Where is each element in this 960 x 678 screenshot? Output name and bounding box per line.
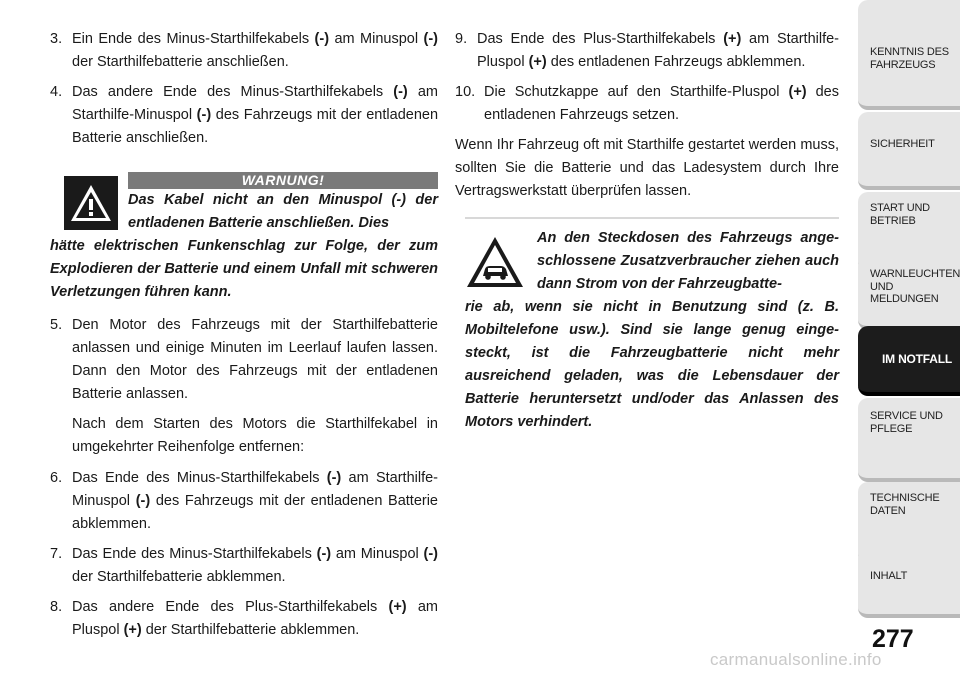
step-text xyxy=(484,81,839,127)
step-number: 6. xyxy=(50,470,63,486)
left-column xyxy=(50,28,438,649)
text-run: des Fahrzeugs mit der entladenen Batterie abklemmen. xyxy=(72,493,439,532)
step-number: 10. xyxy=(455,84,476,100)
step-text xyxy=(72,28,438,74)
polarity-sign: (-) xyxy=(196,107,212,123)
step-text xyxy=(72,596,438,642)
page-number: 277 xyxy=(872,625,914,653)
tab-technische-daten[interactable]: TECHNISCHE DATEN xyxy=(858,482,960,564)
text-run: am Starthilfe-Minuspol xyxy=(72,84,438,123)
step-7 xyxy=(50,543,438,589)
text-run: Das andere Ende des Minus-Starthilfekabels xyxy=(72,84,394,100)
step-text xyxy=(72,543,438,589)
step-6 xyxy=(50,467,438,536)
text-run: am Minuspol xyxy=(331,546,424,562)
text-run: am Starthilfe-Pluspol xyxy=(477,31,839,70)
polarity-sign: (-) xyxy=(135,493,151,509)
tab-inhalt[interactable]: INHALT xyxy=(858,548,960,618)
tab-im-notfall[interactable] xyxy=(858,326,960,396)
note-box xyxy=(455,217,839,434)
step-number: 4. xyxy=(50,84,63,100)
text-run: am Pluspol xyxy=(72,599,438,638)
step-number: 7. xyxy=(50,546,63,562)
tab-im-notfall-label: IM NOTFALL xyxy=(882,351,952,366)
step-number: 9. xyxy=(455,31,468,47)
step-number: 5. xyxy=(50,317,63,333)
step-text xyxy=(72,467,438,536)
step-8 xyxy=(50,596,438,642)
step-5-note: Nach dem Starten des Motors die Starthilfekabel in umgekehrter Reihenfolge entfernen: xyxy=(72,416,438,455)
warning-title: WARNUNG! xyxy=(128,172,438,189)
text-run: der Starthilfebatterie abklemmen. xyxy=(72,569,286,585)
note-text-first: An den Steckdosen des Fahrzeugs ange-schlossene Zusatzverbraucher ziehen auch dann Strom von der Fahrzeugbatte- xyxy=(537,230,839,292)
warning-text-first: Das Kabel nicht an den Minuspol (-) der entladenen Batterie anschließen. Dies xyxy=(128,192,438,231)
polarity-sign: (+) xyxy=(123,622,142,638)
step-9 xyxy=(455,28,839,74)
step-number: 3. xyxy=(50,31,63,47)
text-run: der Starthilfebatterie abklemmen. xyxy=(141,622,360,638)
text-run: Das Ende des Plus-Starthilfekabels xyxy=(477,31,724,47)
text-run: des Fahrzeugs mit der entladenen Batterie anschließen. xyxy=(72,107,439,146)
warning-text-rest: hätte elektrischen Funkenschlag zur Folge, der zum Explodieren der Batterie und einem Unfall mit schweren Verletzungen führen kann. xyxy=(50,238,438,300)
body-paragraph: Wenn Ihr Fahrzeug oft mit Starthilfe gestartet werden muss, sollten Sie die Batterie und das Ladesystem durch Ihre Vertragswerkstatt überprüfen lassen. xyxy=(455,137,839,199)
polarity-sign: (+) xyxy=(788,84,807,100)
polarity-sign: (-) xyxy=(326,470,342,486)
text-run: Das andere Ende des Plus-Starthilfekabels xyxy=(72,599,389,615)
text-run: Das Ende des Minus-Starthilfekabels xyxy=(72,546,317,562)
polarity-sign: (+) xyxy=(723,31,742,47)
polarity-sign: (-) xyxy=(423,546,438,562)
step-text xyxy=(477,28,839,74)
text-run: am Starthilfe-Minuspol xyxy=(72,470,438,509)
tab-start-und-betrieb[interactable]: START UND BETRIEB xyxy=(858,192,960,272)
step-number: 8. xyxy=(50,599,63,615)
text-run: der Starthilfebatterie anschließen. xyxy=(72,54,289,70)
polarity-sign: (+) xyxy=(388,599,407,615)
right-column xyxy=(455,28,839,434)
warning-box xyxy=(50,172,438,304)
chapter-tabs xyxy=(858,0,960,678)
polarity-sign: (-) xyxy=(423,31,438,47)
text-run: am Minuspol xyxy=(329,31,424,47)
step-5 xyxy=(50,314,438,406)
text-run: Ein Ende des Minus-Starthilfekabels xyxy=(72,31,315,47)
polarity-sign: (+) xyxy=(528,54,547,70)
watermark: carmanualsonline.info xyxy=(710,650,882,669)
text-run: Das Ende des Minus-Starthilfekabels xyxy=(72,470,327,486)
step-text xyxy=(72,81,438,150)
polarity-sign: (-) xyxy=(316,546,332,562)
step-10 xyxy=(455,81,839,127)
car-warning-icon xyxy=(463,233,527,291)
tab-sicherheit[interactable]: SICHERHEIT xyxy=(858,112,960,190)
text-run: Die Schutzkappe auf den Starthilfe-Pluspol xyxy=(484,84,789,100)
text-run: des entladenen Fahrzeugs abklemmen. xyxy=(546,54,806,70)
note-divider xyxy=(465,217,839,219)
step-text: Den Motor des Fahrzeugs mit der Starthilfebatterie anlassen und einige Minuten im Leerlauf laufen lassen. Dann den Motor des Fahrzeugs mit der entladenen Batterie anlassen. xyxy=(72,317,438,402)
warning-triangle-icon xyxy=(64,176,118,230)
polarity-sign: (-) xyxy=(393,84,408,100)
text-run: des entladenen Fahrzeugs setzen. xyxy=(484,84,839,123)
step-3 xyxy=(50,28,438,74)
polarity-sign: (-) xyxy=(314,31,330,47)
step-4 xyxy=(50,81,438,150)
tab-kenntnis-des-fahrzeugs[interactable]: KENNTNIS DES FAHRZEUGS xyxy=(858,0,960,110)
tab-warnleuchten-und-meldungen[interactable]: WARNLEUCHTEN UND MELDUNGEN xyxy=(858,256,960,330)
tab-service-und-pflege[interactable]: SERVICE UND PFLEGE xyxy=(858,398,960,482)
note-text-rest: rie ab, wenn sie nicht in Benutzung sind (z. B. Mobiltelefone usw.). Sind sie lange genug einge-steckt, ist die Fahrzeugbatterie nicht mehr ausreichend geladen, was die Lebensdauer der Batterie heruntersetzt und/oder das Anlassen des Motors verhindert. xyxy=(465,299,839,430)
